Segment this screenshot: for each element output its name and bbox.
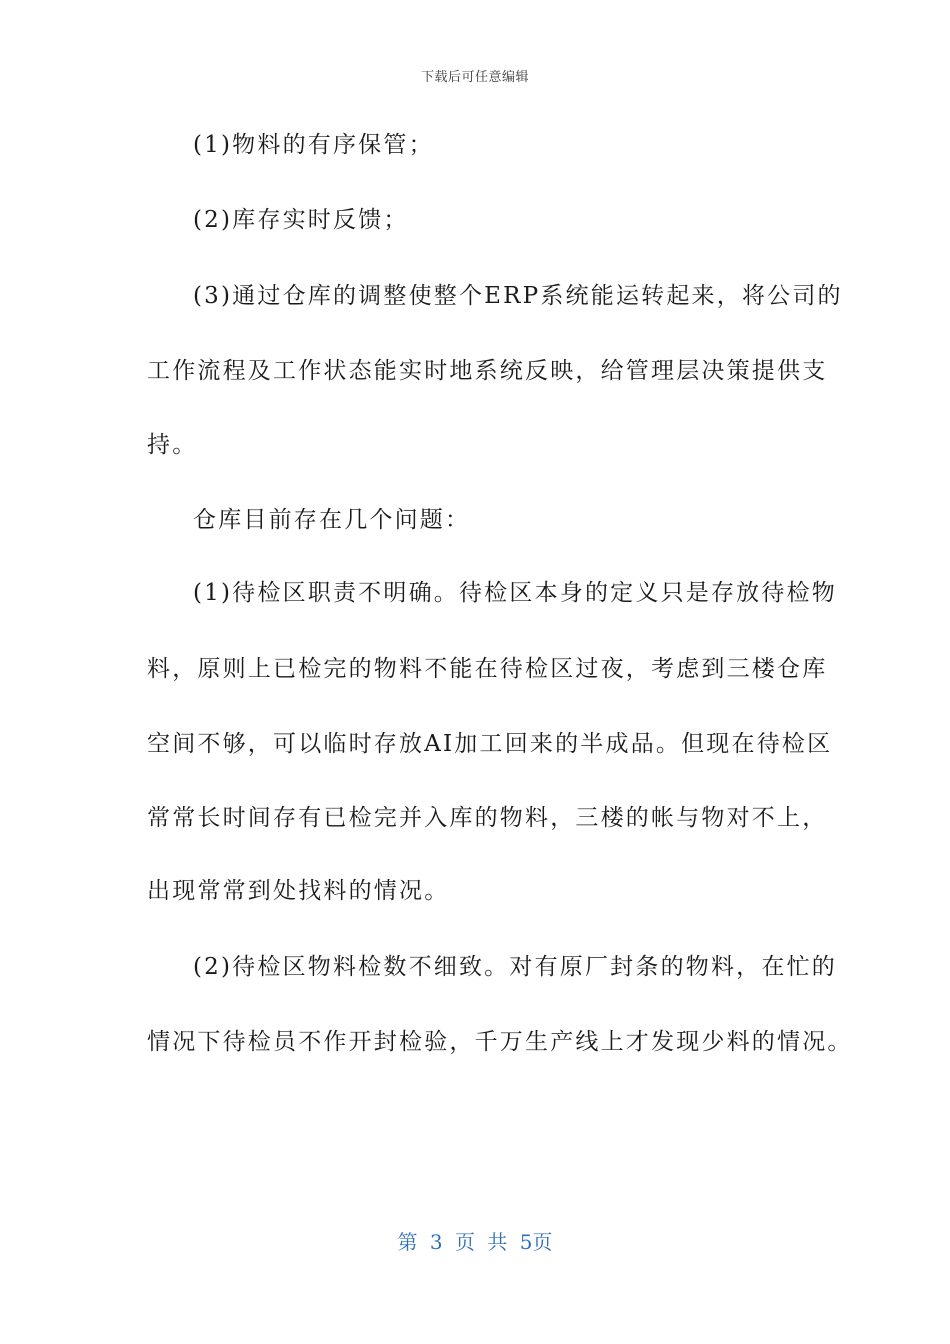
body-line: (2)库存实时反馈； bbox=[193, 207, 409, 233]
body-line: (1)物料的有序保管； bbox=[193, 132, 434, 158]
body-line: 出现常常到处找料的情况。 bbox=[147, 878, 450, 904]
body-line: 空间不够，可以临时存放AI加工回来的半成品。但现在待检区 bbox=[147, 731, 833, 757]
page-header: 下载后可任意编辑 bbox=[420, 70, 529, 85]
body-line: 情况下待检员不作开封检验，千万生产线上才发现少料的情况。 bbox=[147, 1029, 853, 1055]
body-line: (2)待检区物料检数不细致。对有原厂封条的物料，在忙的 bbox=[193, 954, 837, 980]
body-line: 料，原则上已检完的物料不能在待检区过夜，考虑到三楼仓库 bbox=[147, 656, 828, 682]
page-number: 第 3 页 共 5页 bbox=[397, 1230, 553, 1254]
body-line: 持。 bbox=[147, 432, 198, 458]
body-line: 常常长时间存有已检完并入库的物料，三楼的帐与物对不上， bbox=[147, 805, 828, 831]
body-line: 仓库目前存在几个问题： bbox=[193, 507, 471, 533]
body-line: 工作流程及工作状态能实时地系统反映，给管理层决策提供支 bbox=[147, 358, 828, 384]
body-line: (3)通过仓库的调整使整个ERP系统能运转起来，将公司的 bbox=[193, 283, 843, 309]
body-line: (1)待检区职责不明确。待检区本身的定义只是存放待检物 bbox=[193, 580, 837, 606]
